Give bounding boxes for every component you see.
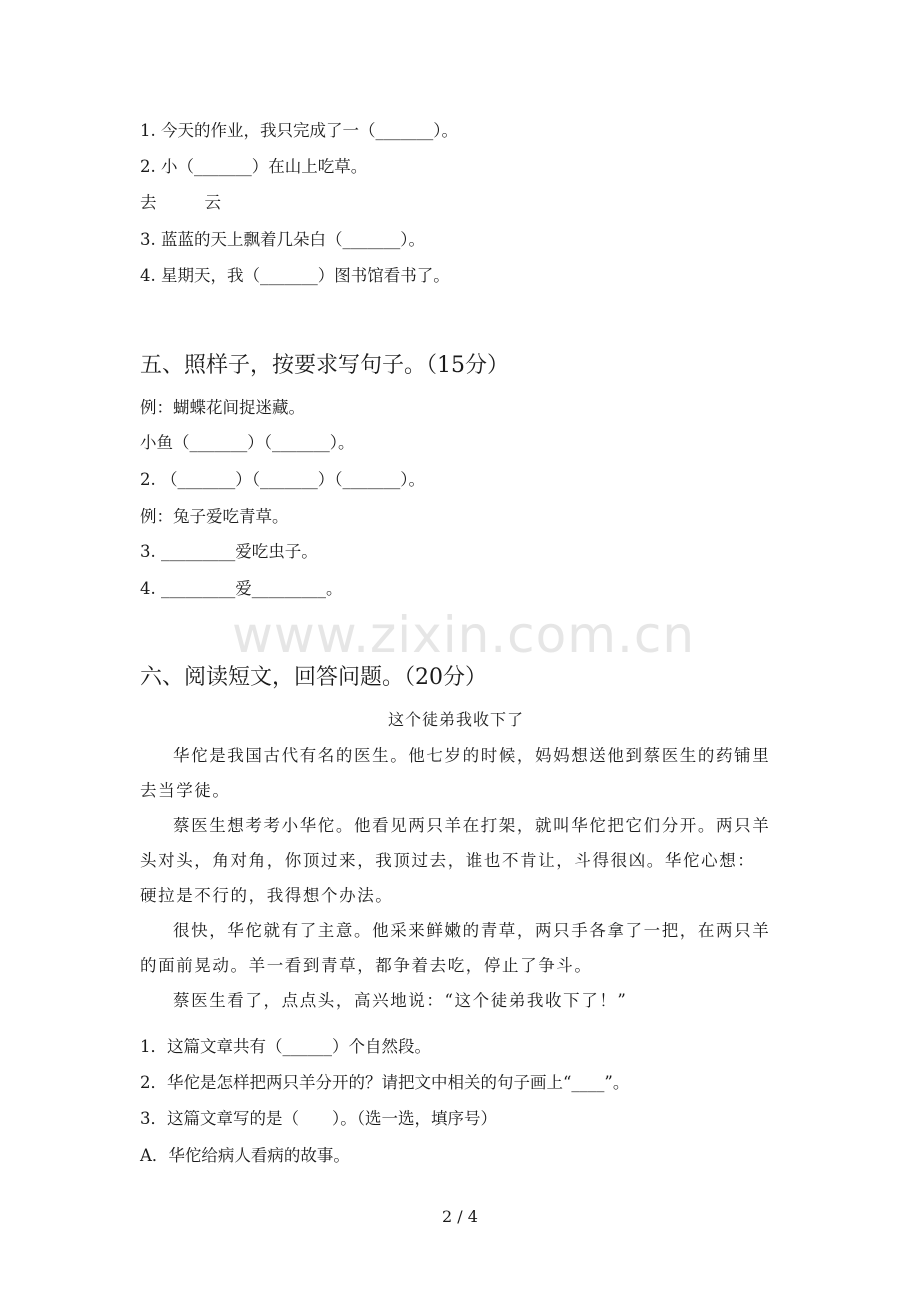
story-body — [140, 738, 772, 1018]
question-5-3: 3. _________爱吃虫子。 — [140, 542, 318, 561]
question-6-2: 2．华佗是怎样把两只羊分开的？请把文中相关的句子画上“____”。 — [140, 1073, 630, 1092]
section-5-heading: 五、照样子，按要求写句子。（15分） — [140, 353, 509, 378]
question-4-4: 4. 星期天，我（_______）图书馆看书了。 — [140, 266, 450, 285]
option-a: A．华佗给病人看病的故事。 — [140, 1146, 350, 1165]
question-6-3: 3．这篇文章写的是（ ）。（选一选，填序号） — [140, 1109, 497, 1128]
question-4-3: 3. 蓝蓝的天上飘着几朵白（_______）。 — [140, 230, 425, 249]
section-6-heading: 六、阅读短文，回答问题。（20分） — [140, 665, 487, 690]
page-number: 2 / 4 — [442, 1207, 478, 1226]
word-choice-row — [140, 193, 221, 213]
word-choice-1: 去 — [140, 193, 157, 212]
story-paragraph: 华佗是我国古代有名的医生。他七岁的时候，妈妈想送他到蔡医生的药铺里去当学徒。 — [140, 746, 771, 800]
question-4-1: 1. 今天的作业，我只完成了一（_______）。 — [140, 121, 458, 140]
watermark: www.zixin.com.cn — [232, 606, 696, 664]
question-5-2: 2. （_______）（_______）（_______）。 — [140, 470, 425, 489]
story-paragraph: 蔡医生想考考小华佗。他看见两只羊在打架，就叫华佗把它们分开。两只羊头对头，角对角，你顶过来，我顶过去，谁也不肯让，斗得很凶。华佗心想：硬拉是不行的，我得想个办法。 — [140, 816, 771, 905]
question-6-1: 1．这篇文章共有（______）个自然段。 — [140, 1037, 431, 1056]
word-choice-2: 云 — [204, 193, 221, 212]
question-5-1: 小鱼（_______）（_______）。 — [140, 433, 355, 452]
story-paragraph: 蔡医生看了，点点头，高兴地说：“这个徒弟我收下了！” — [173, 991, 628, 1010]
story-title: 这个徒弟我收下了 — [387, 710, 524, 729]
question-5-4: 4. _________爱_________。 — [140, 579, 343, 598]
example-5-2: 例：兔子爱吃青草。 — [140, 507, 289, 526]
example-5-1: 例：蝴蝶花间捉迷藏。 — [140, 398, 305, 417]
question-4-2: 2. 小（_______）在山上吃草。 — [140, 157, 368, 176]
story-paragraph: 很快，华佗就有了主意。他采来鲜嫩的青草，两只手各拿了一把，在两只羊的面前晃动。羊一看到青草，都争着去吃，停止了争斗。 — [140, 921, 771, 975]
